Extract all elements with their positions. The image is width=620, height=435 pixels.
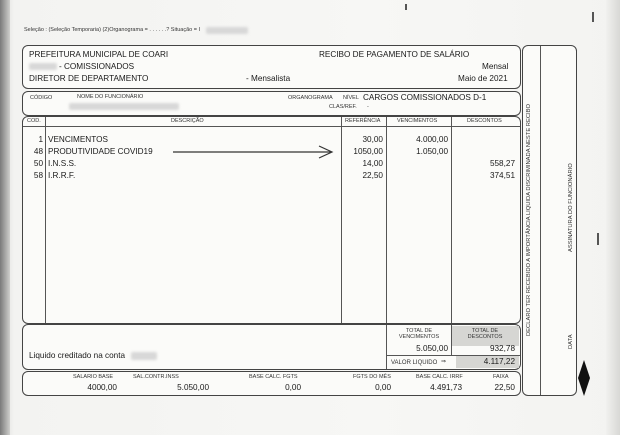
table-row-description: I.R.R.F. (48, 171, 76, 180)
redacted-account (131, 352, 157, 360)
pay-type: - Mensalista (246, 74, 291, 83)
scan-left-edge (0, 0, 10, 435)
table-row-deduction: 374,51 (489, 171, 515, 180)
total-deductions-value: 932,78 (489, 344, 515, 353)
table-row-cod: 48 (33, 147, 43, 156)
table-row-description: I.N.S.S. (48, 159, 77, 168)
group-label: - COMISSIONADOS (59, 62, 135, 71)
fgts-base-label: BASE CALC. FGTS (249, 374, 298, 380)
employee-name-label: NOME DO FUNCIONÁRIO (77, 94, 144, 100)
employee-box (22, 91, 521, 116)
level-value: CARGOS COMISSIONADOS D-1 (363, 93, 487, 102)
irrf-base-value: 4.491,73 (430, 383, 462, 392)
total-deductions-label: TOTAL DE DESCONTOS (467, 328, 503, 341)
organogram-label: ORGANOGRAMA (288, 95, 333, 101)
receipt-title: RECIBO DE PAGAMENTO DE SALÁRIO (319, 50, 470, 59)
col-header-earnings: VENCIMENTOS (397, 118, 438, 124)
scan-speck (405, 4, 407, 10)
table-row-reference: 22,50 (362, 171, 383, 180)
table-row-reference: 30,00 (362, 135, 383, 144)
base-salary-value: 4000,00 (87, 383, 117, 392)
bracket-label: FAIXA (493, 374, 509, 380)
net-value-label: VALOR LIQUIDO (391, 360, 438, 366)
date-label: DATA (568, 334, 574, 349)
total-earnings-value: 5.050,00 (416, 344, 448, 353)
table-row-reference: 1050,00 (353, 147, 383, 156)
pay-period: Maio de 2021 (458, 74, 508, 83)
base-salary-label: SALARIO BASE (73, 374, 114, 380)
col-header-reference: REFERÊNCIA (345, 118, 381, 124)
net-value: 4.117,22 (483, 357, 515, 366)
bases-box (22, 371, 521, 396)
col-header-description: DESCRIÇÃO (171, 118, 204, 124)
table-row-earning: 1.050,00 (416, 147, 448, 156)
scan-speck (597, 233, 599, 245)
fgts-base-value: 0,00 (285, 383, 301, 392)
col-header-deductions: DESCONTOS (467, 118, 502, 124)
table-row-cod: 58 (33, 171, 43, 180)
table-header-rule (23, 126, 520, 127)
col-header-cod: COD. (27, 118, 41, 124)
irrf-base-label: BASE CALC. IRRF (416, 374, 463, 380)
table-row-earning: 4.000,00 (416, 135, 448, 144)
col-rule-cod (45, 117, 46, 323)
company-name: PREFEITURA MUNICIPAL DE COARI (29, 50, 169, 59)
hand-drawn-arrow-icon (171, 145, 339, 159)
signature-panel (522, 45, 577, 396)
selection-line: Seleção : (Seleção Temporaria) (2)Organograma = . . . . . .? Situação = I (24, 27, 200, 33)
redacted-department (29, 63, 57, 70)
totals-box (22, 324, 521, 370)
class-value: - (367, 104, 369, 110)
signature-divider (540, 46, 541, 395)
fgts-month-label: FGTS DO MÊS (353, 374, 391, 380)
table-row-description: VENCIMENTOS (48, 135, 108, 144)
level-label: NÍVEL (343, 95, 359, 101)
inss-contribution-value: 5.050,00 (177, 383, 209, 392)
scan-speck (592, 12, 594, 22)
bracket-value: 22,50 (494, 383, 515, 392)
header-box (22, 45, 521, 89)
table-row-description: PRODUTIVIDADE COVID19 (48, 147, 153, 156)
job-title: DIRETOR DE DEPARTAMENTO (29, 74, 149, 83)
declaration-text: DECLARO TER RECEBIDO A IMPORTÂNCIA LIQUIDA DISCRIMINADA NESTE RECIBO (526, 103, 532, 336)
pay-frequency: Mensal (482, 62, 509, 71)
signature-label: ASSINATURA DO FUNCIONÁRIO (568, 163, 574, 252)
scan-diamond-mark (577, 360, 591, 396)
code-label: CÓDIGO (30, 95, 53, 101)
inss-contribution-label: SAL.CONTR.INSS (133, 374, 179, 380)
total-earnings-label: TOTAL DE VENCIMENTOS (398, 328, 440, 341)
table-row-cod: 50 (33, 159, 43, 168)
fgts-month-value: 0,00 (375, 383, 391, 392)
class-label: CLAS/REF. (329, 104, 357, 110)
credited-account-label: Liquido creditado na conta (29, 351, 126, 360)
net-value-arrow-icon: ⇒ (441, 358, 447, 365)
table-row-cod: 1 (38, 135, 43, 144)
earnings-table (22, 116, 521, 324)
scan-right-edge (606, 0, 620, 435)
redacted-employee-name (69, 103, 179, 110)
col-rule-venc (451, 117, 452, 323)
table-row-deduction: 558,27 (489, 159, 515, 168)
table-row-reference: 14,00 (362, 159, 383, 168)
redacted-organogram (206, 27, 248, 34)
